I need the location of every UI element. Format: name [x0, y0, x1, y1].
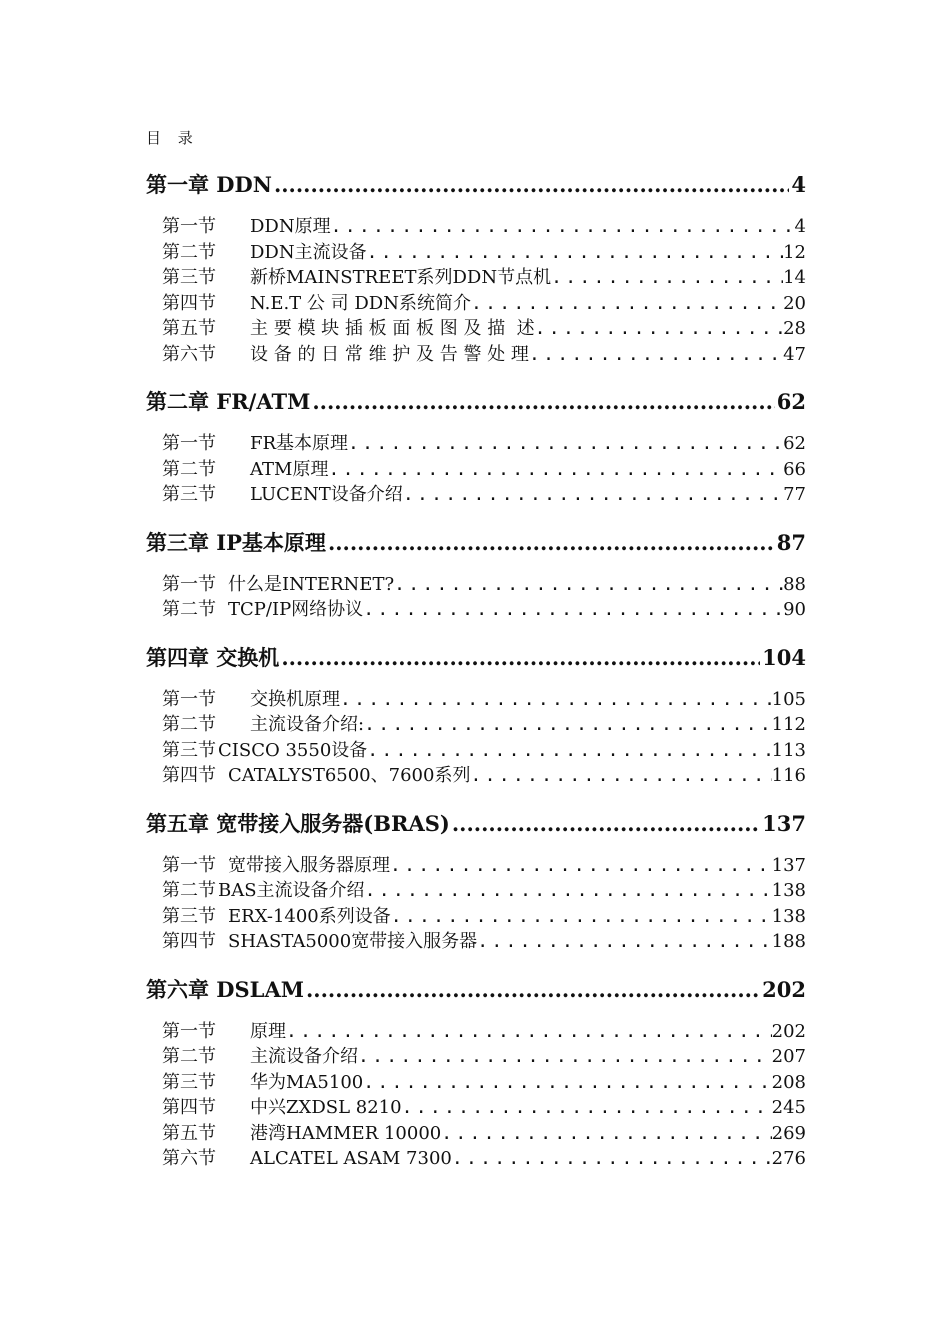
- toc-section-entry[interactable]: [162, 457, 806, 483]
- section-label: 第四节: [162, 931, 216, 952]
- toc-chapter: [146, 385, 806, 508]
- section-page-number: 116: [771, 765, 806, 786]
- section-label: 第二节: [162, 880, 216, 901]
- section-list: [162, 853, 806, 955]
- section-page-number: 207: [771, 1046, 806, 1067]
- dot-leader: [312, 385, 774, 419]
- section-page-number: 105: [771, 688, 806, 710]
- toc-section-entry[interactable]: [162, 1146, 806, 1172]
- section-label: 第二节: [162, 458, 216, 480]
- toc-section-entry[interactable]: [162, 572, 806, 598]
- section-title: 中兴ZXDSL 8210: [250, 1097, 402, 1118]
- dot-leader: [340, 687, 772, 713]
- toc-chapter-entry[interactable]: [146, 168, 806, 202]
- toc-section-entry[interactable]: [162, 763, 806, 789]
- dot-leader: [364, 712, 772, 738]
- dot-leader: [471, 291, 783, 317]
- section-page-number: 4: [794, 216, 806, 237]
- section-page-number: 208: [771, 1071, 806, 1093]
- chapter-page-number: 62: [776, 389, 806, 414]
- section-title: 主流设备介绍: [250, 1046, 358, 1067]
- section-title: 交换机原理: [250, 688, 340, 710]
- section-page-number: 112: [771, 714, 806, 735]
- dot-leader: [403, 482, 783, 508]
- table-of-contents: [146, 168, 806, 1190]
- toc-section-entry[interactable]: [162, 1121, 806, 1147]
- dot-leader: [328, 526, 775, 560]
- section-page-number: 20: [783, 292, 806, 314]
- section-title: ALCATEL ASAM 7300: [250, 1148, 452, 1169]
- toc-chapter: [146, 168, 806, 367]
- dot-leader: [365, 878, 772, 904]
- section-label: 第五节: [162, 318, 216, 339]
- section-title: N.E.T 公 司 DDN系统简介: [250, 292, 471, 314]
- section-page-number: 245: [771, 1097, 806, 1118]
- toc-section-entry[interactable]: [162, 687, 806, 713]
- dot-leader: [367, 738, 771, 764]
- section-label: 第一节: [162, 216, 216, 237]
- section-list: [162, 431, 806, 508]
- section-title: FR基本原理: [250, 433, 349, 454]
- chapter-title: 第四章 交换机: [146, 644, 280, 670]
- toc-chapter: [146, 973, 806, 1172]
- section-title: 什么是INTERNET?: [228, 573, 395, 595]
- section-label: 第三节: [162, 484, 216, 505]
- toc-section-entry[interactable]: [162, 1095, 806, 1121]
- toc-chapter: [146, 526, 806, 623]
- toc-heading: 目 录: [146, 129, 199, 147]
- section-title: 华为MA5100: [250, 1071, 364, 1093]
- dot-leader: [441, 1121, 771, 1147]
- section-page-number: 77: [783, 484, 806, 505]
- section-page-number: 12: [783, 241, 806, 263]
- toc-section-entry[interactable]: [162, 597, 806, 623]
- chapter-title: 第三章 IP基本原理: [146, 529, 326, 555]
- dot-leader: [367, 240, 783, 266]
- section-label: 第二节: [162, 714, 216, 735]
- chapter-page-number: 137: [762, 810, 806, 836]
- section-page-number: 90: [783, 599, 806, 620]
- toc-section-entry[interactable]: [162, 853, 806, 879]
- chapter-title: 第二章 FR/ATM: [146, 389, 311, 414]
- section-page-number: 47: [783, 343, 806, 365]
- toc-section-entry[interactable]: [162, 904, 806, 930]
- section-title: 原理: [250, 1020, 286, 1042]
- section-title: 港湾HAMMER 10000: [250, 1122, 442, 1144]
- section-title: BAS主流设备介绍: [218, 880, 365, 901]
- toc-section-entry[interactable]: [162, 342, 806, 368]
- dot-leader: [535, 316, 783, 342]
- section-label: 第六节: [162, 343, 216, 365]
- dot-leader: [363, 1070, 771, 1096]
- section-label: 第六节: [162, 1148, 216, 1169]
- toc-chapter-entry[interactable]: [146, 807, 806, 841]
- toc-section-entry[interactable]: [162, 482, 806, 508]
- toc-section-entry[interactable]: [162, 1019, 806, 1045]
- section-page-number: 202: [771, 1020, 806, 1042]
- dot-leader: [529, 342, 783, 368]
- section-page-number: 138: [771, 880, 806, 901]
- dot-leader: [358, 1044, 772, 1070]
- section-page-number: 188: [771, 931, 806, 952]
- dot-leader: [331, 214, 795, 240]
- section-list: [162, 214, 806, 367]
- dot-leader: [286, 1019, 772, 1045]
- toc-section-entry[interactable]: [162, 738, 806, 764]
- toc-section-entry[interactable]: [162, 431, 806, 457]
- section-title: 新桥MAINSTREET系列DDN节点机: [250, 267, 552, 288]
- section-label: 第一节: [162, 573, 216, 595]
- chapter-page-number: 4: [791, 172, 806, 197]
- section-list: [162, 1019, 806, 1172]
- section-title: 主 要 模 块 插 板 面 板 图 及 描 述: [250, 318, 535, 339]
- section-label: 第三节: [162, 267, 216, 288]
- section-page-number: 66: [783, 458, 806, 480]
- toc-chapter-entry[interactable]: [146, 973, 806, 1007]
- dot-leader: [348, 431, 783, 457]
- section-label: 第一节: [162, 688, 216, 710]
- dot-leader: [452, 1146, 772, 1172]
- chapter-page-number: 87: [776, 529, 806, 555]
- dot-leader: [402, 1095, 772, 1121]
- section-title: DDN原理: [250, 216, 331, 237]
- toc-section-entry[interactable]: [162, 878, 806, 904]
- section-title: 设 备 的 日 常 维 护 及 告 警 处 理: [250, 343, 529, 365]
- dot-leader: [452, 807, 760, 841]
- section-label: 第一节: [162, 854, 216, 876]
- section-page-number: 276: [771, 1148, 806, 1169]
- section-page-number: 14: [783, 267, 806, 288]
- section-label: 第二节: [162, 599, 216, 620]
- toc-chapter: [146, 641, 806, 789]
- toc-section-entry[interactable]: [162, 929, 806, 955]
- section-label: 第四节: [162, 292, 216, 314]
- section-title: 主流设备介绍:: [250, 714, 365, 735]
- section-label: 第二节: [162, 1046, 216, 1067]
- chapter-title: 第五章 宽带接入服务器(BRAS): [146, 810, 450, 836]
- section-title: ATM原理: [250, 458, 329, 480]
- section-page-number: 62: [783, 433, 806, 454]
- dot-leader: [274, 168, 789, 202]
- section-title: SHASTA5000宽带接入服务器: [228, 931, 478, 952]
- section-label: 第四节: [162, 765, 216, 786]
- toc-chapter-entry[interactable]: [146, 641, 806, 675]
- toc-chapter: [146, 807, 806, 955]
- dot-leader: [470, 763, 771, 789]
- dot-leader: [394, 572, 783, 598]
- section-page-number: 28: [783, 318, 806, 339]
- dot-leader: [328, 457, 783, 483]
- section-list: [162, 572, 806, 623]
- dot-leader: [551, 265, 783, 291]
- section-title: ERX-1400系列设备: [228, 905, 391, 927]
- section-page-number: 138: [771, 905, 806, 927]
- chapter-page-number: 104: [762, 644, 806, 670]
- section-title: CISCO 3550设备: [218, 739, 368, 761]
- section-title: DDN主流设备: [250, 241, 367, 263]
- toc-chapter-entry[interactable]: [146, 526, 806, 560]
- chapter-title: 第一章 DDN: [146, 172, 272, 197]
- toc-section-entry[interactable]: [162, 1044, 806, 1070]
- chapter-title: 第六章 DSLAM: [146, 976, 304, 1002]
- chapter-page-number: 202: [762, 976, 806, 1002]
- section-page-number: 269: [771, 1122, 806, 1144]
- toc-section-entry[interactable]: [162, 240, 806, 266]
- dot-leader: [391, 904, 772, 930]
- section-label: 第三节: [162, 1071, 216, 1093]
- section-title: 宽带接入服务器原理: [228, 854, 390, 876]
- toc-chapter-entry[interactable]: [146, 385, 806, 419]
- toc-section-entry[interactable]: [162, 712, 806, 738]
- section-title: TCP/IP网络协议: [228, 599, 364, 620]
- dot-leader: [281, 641, 760, 675]
- dot-leader: [477, 929, 771, 955]
- section-label: 第三节: [162, 905, 216, 927]
- section-label: 第四节: [162, 1097, 216, 1118]
- section-page-number: 113: [771, 739, 806, 761]
- toc-section-entry[interactable]: [162, 214, 806, 240]
- section-page-number: 88: [783, 573, 806, 595]
- section-label: 第五节: [162, 1122, 216, 1144]
- dot-leader: [390, 853, 772, 879]
- dot-leader: [306, 973, 760, 1007]
- toc-section-entry[interactable]: [162, 316, 806, 342]
- section-label: 第三节: [162, 739, 216, 761]
- dot-leader: [363, 597, 783, 623]
- toc-section-entry[interactable]: [162, 291, 806, 317]
- section-list: [162, 687, 806, 789]
- section-label: 第一节: [162, 433, 216, 454]
- section-label: 第二节: [162, 241, 216, 263]
- toc-section-entry[interactable]: [162, 265, 806, 291]
- section-page-number: 137: [771, 854, 806, 876]
- section-title: LUCENT设备介绍: [250, 484, 403, 505]
- section-title: CATALYST6500、7600系列: [228, 765, 471, 786]
- section-label: 第一节: [162, 1020, 216, 1042]
- toc-section-entry[interactable]: [162, 1070, 806, 1096]
